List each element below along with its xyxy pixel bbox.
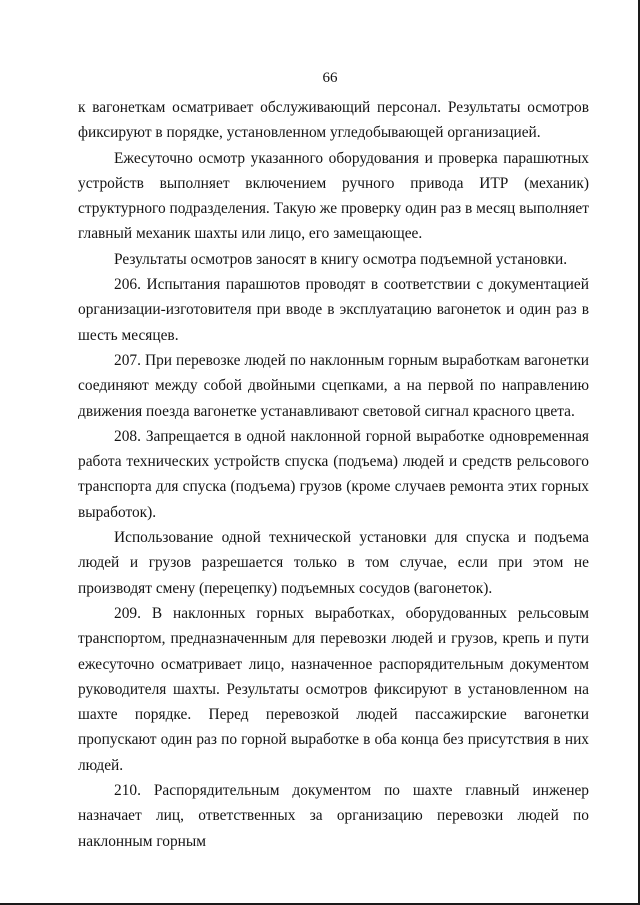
page-number: 66 xyxy=(322,70,338,86)
paragraph-item-206: 206. Испытания парашютов проводят в соответствии с документацией организации-изготовителя при вводе в эксплуатацию вагонеток и один раз в шесть месяцев. xyxy=(78,276,589,344)
paragraph-item-208: 208. Запрещается в одной наклонной горной выработке одновременная работа технических устройств спуска (подъема) людей и средств рельсового транспорта для спуска (подъема) грузов (кроме случаев ремонта этих горных выработок). xyxy=(78,427,589,521)
document-body xyxy=(78,95,589,854)
paragraph-continuation: к вагонеткам осматривает обслуживающий персонал. Результаты осмотров фиксируют в порядке, установленном угледобывающей организацией. xyxy=(78,99,589,142)
paragraph-daily-inspection: Ежесуточно осмотр указанного оборудования и проверка парашютных устройств выполняет включением ручного привода ИТР (механик) структурного подразделения. Такую же проверку один раз в месяц выполняет главный механик шахты или лицо, его замещающее. xyxy=(78,149,589,243)
paragraph-single-installation: Использование одной технической установки для спуска и подъема людей и грузов разрешается только в том случае, если при этом не производят смену (перецепку) подъемных сосудов (вагонеток). xyxy=(78,529,589,597)
paragraph-item-207: 207. При перевозке людей по наклонным горным выработкам вагонетки соединяют между собой двойными сцепками, а на первой по направлению движения поезда вагонетке устанавливают световой сигнал красного цвета. xyxy=(78,351,589,420)
paragraph-inspection-log: Результаты осмотров заносят в книгу осмотра подъемной установки. xyxy=(114,250,568,268)
paragraph-item-210: 210. Распорядительным документом по шахте главный инженер назначает лиц, ответственных за организацию перевозки людей по наклонным горным xyxy=(78,782,589,850)
paragraph-item-209: 209. В наклонных горных выработках, оборудованных рельсовым транспортом, предназначенным для перевозки людей и грузов, крепь и пути ежесуточно осматривает лицо, назначенное распорядительным документом руководителя шахты. Результаты осмотров фиксируют в установленном на шахте порядке. Перед перевозкой людей пассажирские вагонетки пропускают один раз по горной выработке в оба конца без присутствия в них людей. xyxy=(78,604,589,774)
